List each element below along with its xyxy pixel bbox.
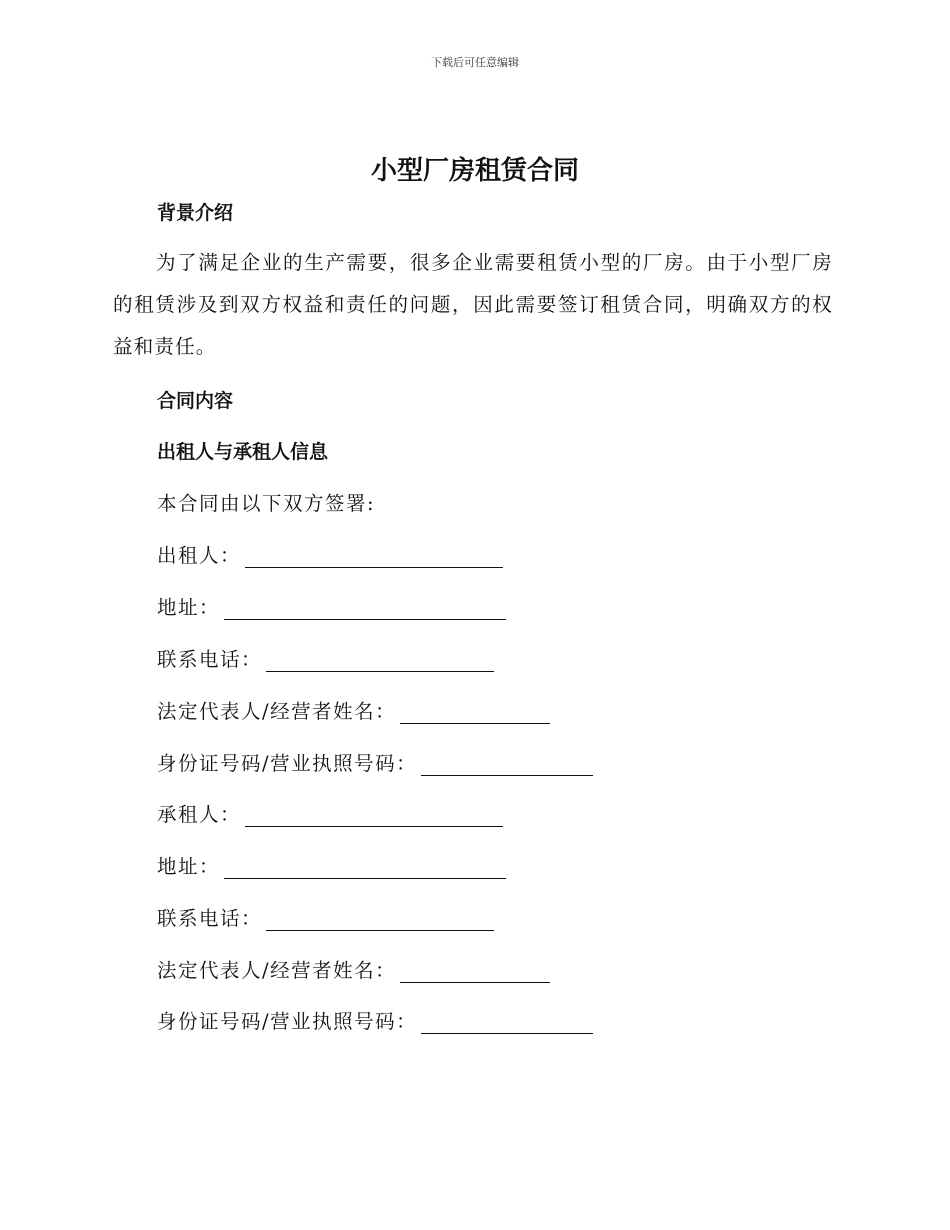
lessor-id-label: 身份证号码/营业执照号码：: [157, 752, 418, 775]
lessee-address-field[interactable]: [224, 860, 506, 879]
header-note: 下载后可任意编辑: [431, 56, 519, 69]
lessee-name-row: [157, 799, 503, 827]
intro-line: [157, 488, 375, 516]
lessee-address-row: [157, 851, 506, 879]
lessee-phone-field[interactable]: [266, 912, 494, 931]
parties-heading: 出租人与承租人信息: [157, 441, 329, 463]
lessor-name-field[interactable]: [245, 549, 503, 568]
lessor-address-row: [157, 592, 506, 620]
lessor-phone-field[interactable]: [266, 653, 494, 672]
lessee-phone-label: 联系电话：: [157, 907, 263, 930]
lessor-name-row: [157, 540, 503, 568]
lessee-id-row: [157, 1006, 593, 1034]
lessee-id-label: 身份证号码/营业执照号码：: [157, 1010, 418, 1033]
contract-content-heading: 合同内容: [157, 390, 234, 412]
lessee-name-label: 承租人：: [157, 803, 242, 826]
lessor-name-label: 出租人：: [157, 544, 242, 567]
lessor-address-label: 地址：: [157, 596, 221, 619]
lessee-phone-row: [157, 903, 494, 931]
lessee-address-label: 地址：: [157, 855, 221, 878]
lessee-rep-row: [157, 955, 550, 983]
lessor-rep-field[interactable]: [400, 705, 550, 724]
document-title: 小型厂房租赁合同: [370, 156, 579, 186]
lessor-address-field[interactable]: [224, 601, 506, 620]
intro-text: 本合同由以下双方签署:: [157, 492, 376, 515]
lessor-id-field[interactable]: [421, 757, 593, 776]
lessor-phone-row: [157, 644, 494, 672]
background-paragraph: 为了满足企业的生产需要，很多企业需要租赁小型的厂房。由于小型厂房的租赁涉及到双方权益和责任的问题，因此需要签订租赁合同，明确双方的权益和责任。: [113, 251, 833, 358]
lessee-rep-field[interactable]: [400, 964, 550, 983]
lessor-rep-label: 法定代表人/经营者姓名：: [157, 700, 397, 723]
lessee-rep-label: 法定代表人/经营者姓名：: [157, 959, 397, 982]
lessor-id-row: [157, 748, 593, 776]
lessor-phone-label: 联系电话：: [157, 648, 263, 671]
lessee-id-field[interactable]: [421, 1015, 593, 1034]
lessee-name-field[interactable]: [245, 808, 503, 827]
lessor-rep-row: [157, 696, 550, 724]
background-heading: 背景介绍: [157, 202, 234, 224]
